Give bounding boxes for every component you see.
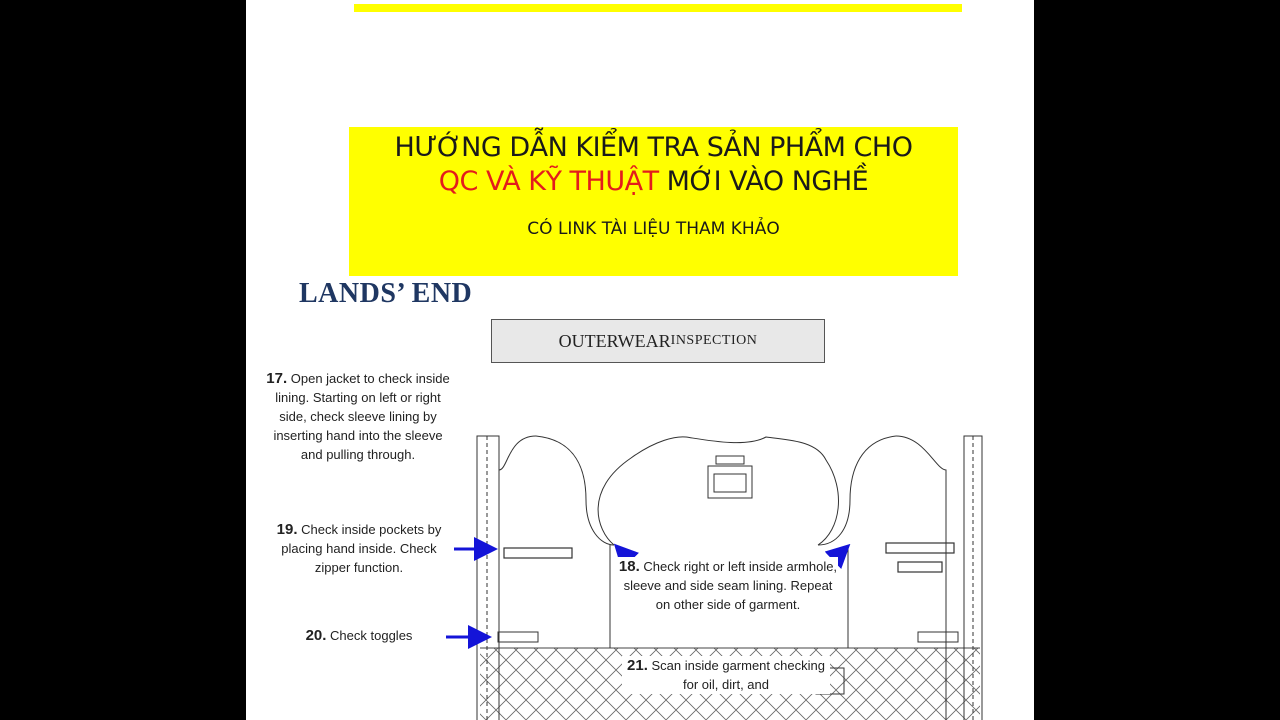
note-18-text: Check right or left inside armhole, sleeve and side seam lining. Repeat on other side of garment.	[623, 559, 838, 612]
right-toggle	[918, 632, 958, 642]
section-title-main: OUTERWEAR	[558, 330, 671, 351]
note-20-number: 20.	[305, 627, 327, 644]
note-19-number: 19.	[276, 521, 298, 538]
note-21	[622, 656, 830, 694]
note-20	[284, 626, 434, 645]
left-inside-pocket	[504, 548, 572, 558]
section-title-small-caps: INSPECTION	[670, 333, 758, 348]
right-inside-pocket	[886, 543, 954, 553]
banner-line-1: HƯỚNG DẪN KIỂM TRA SẢN PHẨM CHO	[394, 132, 913, 163]
banner-subtitle: CÓ LINK TÀI LIỆU THAM KHẢO	[527, 219, 780, 239]
note-17-number: 17.	[266, 370, 288, 387]
note-21-text: Scan inside garment checking for oil, dirt, and	[651, 658, 825, 692]
note-19	[274, 520, 444, 577]
note-17-text: Open jacket to check inside lining. Starting on left or right side, check sleeve lining by inserting hand into the sleeve and pulling through.	[273, 371, 450, 462]
right-pocket-flap	[898, 562, 942, 572]
banner-line-2-rest: MỚI VÀO NGHỀ	[658, 166, 869, 197]
neck-label	[708, 456, 752, 498]
right-armhole	[818, 436, 896, 545]
note-20-text: Check toggles	[330, 628, 413, 643]
note-18-number: 18.	[618, 558, 640, 575]
banner-highlight: QC VÀ KỸ THUẬT	[438, 166, 659, 197]
left-toggle	[498, 632, 538, 642]
back-yoke	[598, 437, 838, 545]
brand-logo: LANDS’ END	[299, 278, 473, 309]
note-17	[262, 369, 454, 464]
note-21-number: 21.	[627, 657, 648, 674]
note-19-text: Check inside pockets by placing hand inside. Check zipper function.	[281, 522, 442, 575]
document-page	[246, 0, 1034, 720]
note-18	[618, 557, 838, 614]
